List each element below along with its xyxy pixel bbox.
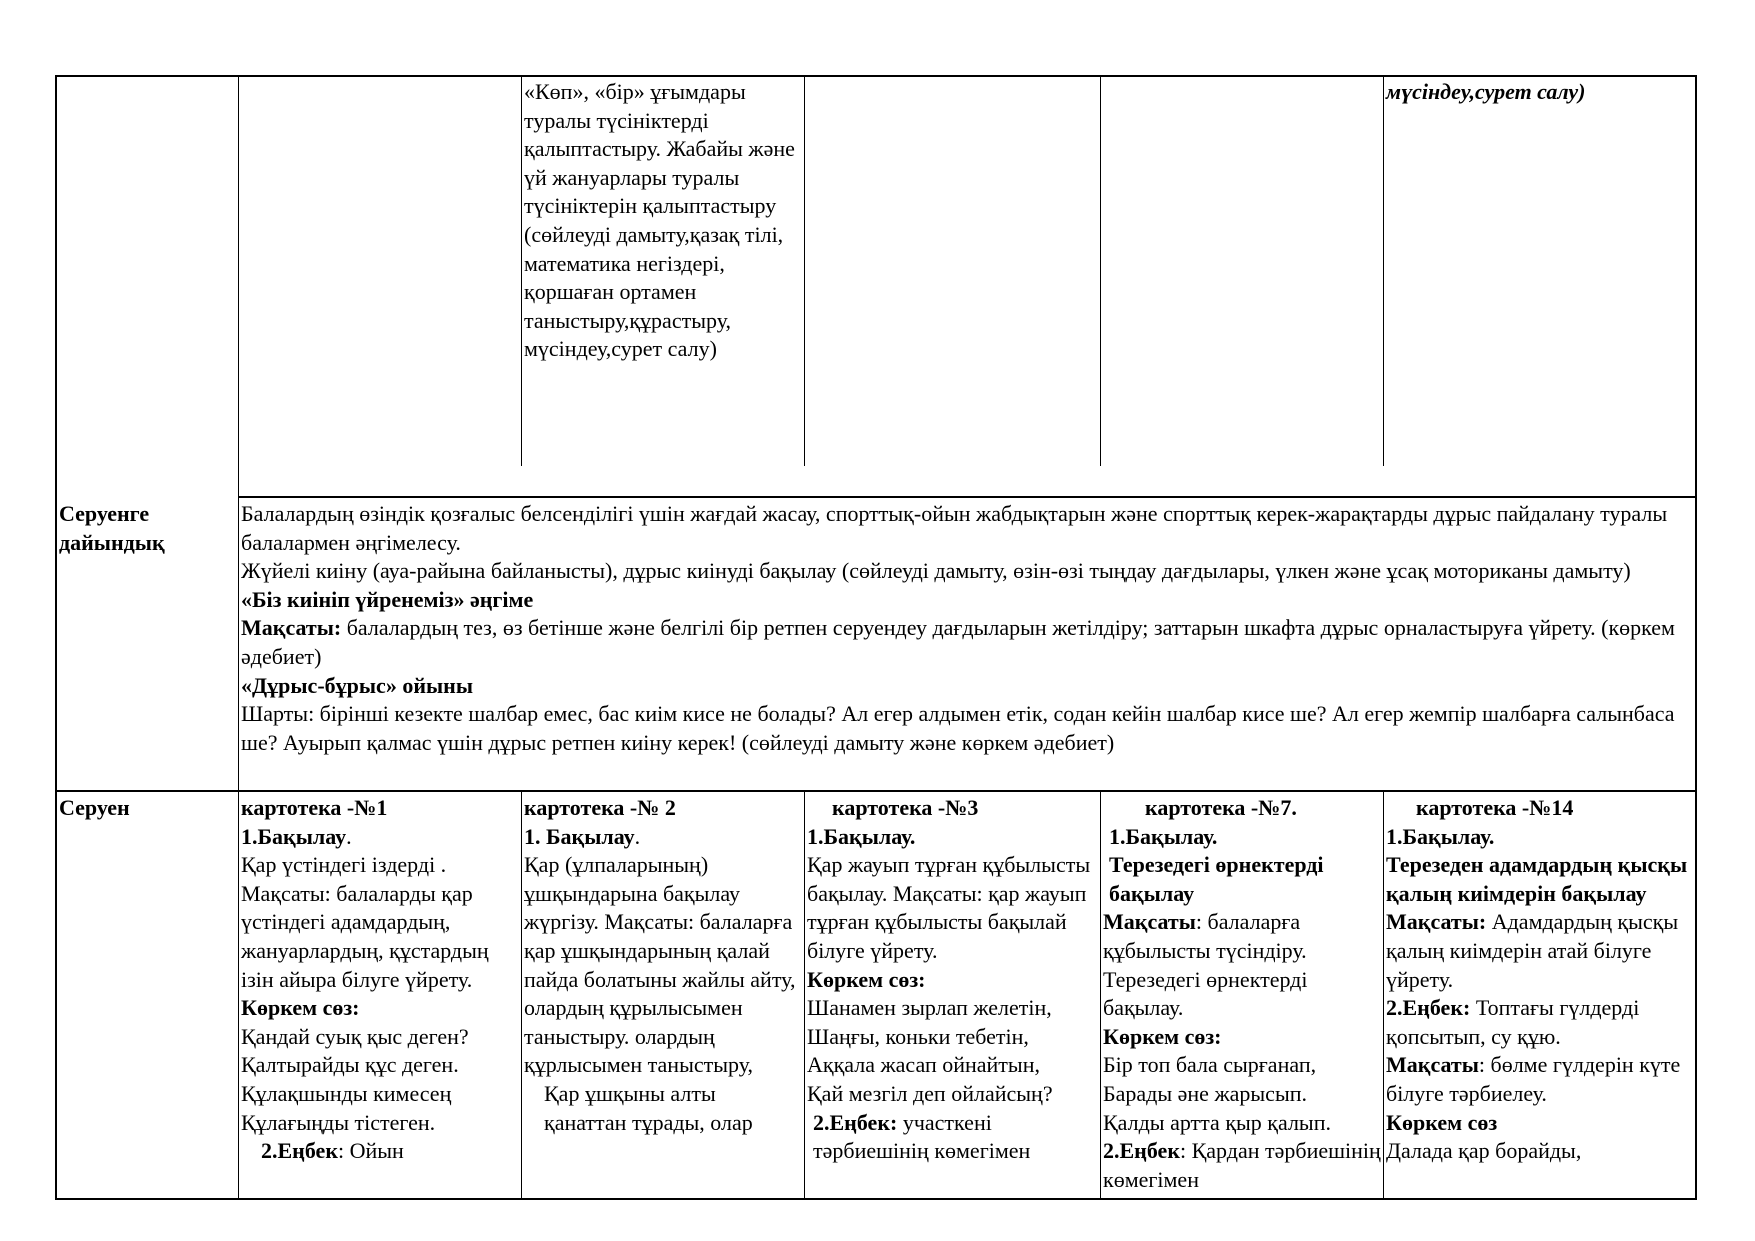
walk-col4-obs-label: 1.Бақылау. xyxy=(1109,823,1218,849)
walk-col4-work-label: 2.Еңбек xyxy=(1103,1138,1180,1164)
walk-col2-title: картотека -№ 2 xyxy=(524,795,676,820)
walk-col3-poem3: Аққала жасап ойнайтын, xyxy=(807,1052,1040,1078)
walk-label-cell xyxy=(57,794,237,823)
walk-col3-poem4: Қай мезгіл деп ойлайсың? xyxy=(807,1080,1053,1106)
walk-col3-title: картотека -№3 xyxy=(832,795,979,820)
walk-col4-goal-label: Мақсаты xyxy=(1103,909,1196,935)
walk-col4-poem2: Барады әне жарысып. xyxy=(1103,1080,1308,1106)
walk-col3-poem1: Шанамен зырлап желетін, xyxy=(807,995,1052,1021)
walk-col3-art-label: Көркем сөз: xyxy=(807,966,926,992)
walk-col5-cell xyxy=(1384,794,1694,1198)
walk-col2-obs-label: 1. Бақылау xyxy=(524,823,635,849)
walk-col4-goal xyxy=(1103,908,1382,1022)
walk-col3-poem2: Шаңғы, коньки тебетін, xyxy=(807,1023,1029,1049)
walk-col5-goal-text: Адамдардың қысқы қалың киімдерін атай білуге үйрету. xyxy=(1386,909,1679,992)
walk-col4-poem3: Қалды артта қыр қалып. xyxy=(1103,1109,1331,1135)
walk-col4-work xyxy=(1103,1137,1382,1194)
walk-prep-goal-text: балалардың тез, өз бетінше және белгілі бір ретпен серуендеу дағдыларын жетілдіру; заттарын шкафта дұрыс орналастыруға үйрету. (көркем әдебиет) xyxy=(241,615,1675,669)
walk-prep-label-cell xyxy=(57,500,237,557)
walk-col5-title: картотека -№14 xyxy=(1416,795,1574,820)
walk-col1-poem1: Қандай суық қыс деген? xyxy=(241,1023,469,1049)
walk-col3-work-text: участкені тәрбиешінің көмегімен xyxy=(813,1109,1031,1164)
walk-label: Серуен xyxy=(59,795,130,820)
top-col6-text: мүсіндеу,сурет салу) xyxy=(1386,79,1586,104)
walk-col5-work-label: 2.Еңбек: xyxy=(1386,995,1471,1021)
walk-col4-cell xyxy=(1101,794,1382,1198)
walk-col5-goal-label: Мақсаты: xyxy=(1386,909,1487,935)
walk-col1-work-label: 2.Еңбек xyxy=(261,1138,338,1164)
table-left-border xyxy=(55,75,57,1200)
walk-prep-game-title: «Дұрыс-бұрыс» ойыны xyxy=(241,672,474,698)
walk-col1-line1: Қар үстіндегі іздерді . xyxy=(241,852,447,878)
walk-col2-last: Қар ұшқыны алты қанаттан тұрады, олар xyxy=(544,1080,753,1135)
walk-prep-goal xyxy=(241,614,1695,671)
walk-col1-art-label: Көркем сөз: xyxy=(241,995,360,1021)
walk-col2-obs-dot: . xyxy=(634,823,641,849)
walk-col5-goal2-label: Мақсаты xyxy=(1386,1052,1479,1078)
col-divider-3-top xyxy=(804,75,805,466)
walk-col4-obs-title: Терезедегі өрнектерді бақылау xyxy=(1109,852,1324,906)
walk-col3-work xyxy=(807,1109,1099,1166)
walk-col1-obs-label: 1.Бақылау xyxy=(241,823,347,849)
walk-col5-goal xyxy=(1386,908,1694,994)
table-right-border xyxy=(1695,75,1697,1200)
walk-col5-poem1: Далада қар борайды, xyxy=(1386,1138,1582,1164)
walk-col2-observation xyxy=(524,823,803,852)
walk-prep-talk-title: «Біз киініп үйренеміз» әңгіме xyxy=(241,586,534,612)
walk-col2-cell xyxy=(522,794,803,1198)
walk-prep-label-line1: Серуенге xyxy=(59,501,150,526)
walk-col1-cell xyxy=(239,794,520,1198)
walk-col1-poem3: Құлақшынды кимесең xyxy=(241,1080,452,1106)
walk-col1-obs-dot: . xyxy=(346,823,352,849)
walk-prep-goal-label: Мақсаты: xyxy=(241,615,342,641)
top-col3-cell xyxy=(522,78,802,364)
walk-prep-label-line2: дайындық xyxy=(59,529,165,555)
table-bottom-border xyxy=(55,1198,1697,1200)
walk-col1-poem2: Қалтырайды құс деген. xyxy=(241,1052,459,1078)
row-divider-walk-prep-top xyxy=(238,496,1697,498)
walk-col5-obs-label: 1.Бақылау. xyxy=(1386,823,1495,849)
walk-col4-goal-text: : балаларға құбылысты түсіндіру. Терезедегі өрнектерді бақылау. xyxy=(1103,909,1308,1021)
walk-col5-obs-title: Терезеден адамдардың қысқы қалың киімдерін бақылау xyxy=(1386,852,1688,906)
walk-col5-goal2 xyxy=(1386,1051,1694,1108)
col-divider-4-top xyxy=(1100,75,1101,466)
top-col3-text: «Көп», «бір» ұғымдары туралы түсініктерді қалыптастыру. Жабайы және үй жануарлары туралы түсініктерін қалыптастыру (сөйлеуді дамыту,қазақ тілі, математика негіздері, қоршаған ортамен таныстыру,құрастыру, мүсіндеу,сурет салу) xyxy=(524,79,795,362)
walk-col4-work-text: : Қардан тәрбиешінің көмегімен xyxy=(1103,1138,1381,1192)
walk-col1-work xyxy=(241,1137,520,1166)
walk-col3-obs-label: 1.Бақылау. xyxy=(807,823,916,849)
walk-prep-content-cell xyxy=(239,500,1695,757)
walk-col1-observation xyxy=(241,823,520,852)
walk-col5-goal2-text: : бөлме гүлдерін күте білуге тәрбиелеу. xyxy=(1386,1052,1681,1106)
walk-col4-title: картотека -№7. xyxy=(1145,795,1297,820)
walk-prep-rules: Шарты: бірінші кезекте шалбар емес, бас киім кисе не болады? Ал егер алдымен етік, содан кейін шалбар кисе ше? Ал егер жемпір шалбарға салынбаса ше? Ауырып қалмас үшін дұрыс ретпен киіну керек! (сөйлеуді дамыту және көркем әдебиет) xyxy=(241,701,1675,755)
col-divider-5-top xyxy=(1383,75,1384,466)
walk-col5-art-label: Көркем сөз xyxy=(1386,1109,1498,1135)
walk-col5-work-text: Топтағы гүлдерді қопсытып, су құю. xyxy=(1386,995,1640,1049)
walk-col3-cell xyxy=(805,794,1099,1198)
table-top-border xyxy=(55,75,1697,77)
walk-col1-title: картотека -№1 xyxy=(241,795,388,820)
walk-col4-poem1: Бір топ бала сырғанап, xyxy=(1103,1052,1317,1078)
walk-col4-art-label: Көркем сөз: xyxy=(1103,1023,1222,1049)
row-divider-walk-top xyxy=(55,790,1697,792)
walk-prep-para1: Балалардың өзіндік қозғалыс белсенділігі үшін жағдай жасау, спорттық-ойын жабдықтарын және спорттық керек-жарақтарды дұрыс пайдалану туралы балалармен әңгімелесу. xyxy=(241,501,1668,555)
walk-prep-para2: Жүйелі киіну (ауа-райына байланысты), дұрыс киінуді бақылау (сөйлеуді дамыту, өзін-өзі тыңдау дағдылары, үлкен және ұсақ моториканы дамыту) xyxy=(241,558,1631,584)
walk-col2-text: Қар (ұлпаларының) ұшқындарына бақылау жүргізу. Мақсаты: балаларға қар ұшқындарының қалай пайда болатыны жайлы айту, олардың құрылысымен таныстыру. олардың құрлысымен таныстыру, xyxy=(524,852,796,1078)
top-col6-cell xyxy=(1384,78,1694,107)
walk-col5-work xyxy=(1386,994,1694,1051)
walk-col1-poem4: Құлағыңды тістеген. xyxy=(241,1109,436,1135)
walk-col3-text: Қар жауып тұрған құбылысты бақылау. Мақсаты: қар жауып тұрған құбылысты бақылай білуге үйрету. xyxy=(807,852,1091,963)
walk-col3-work-label: 2.Еңбек: xyxy=(813,1109,898,1135)
walk-col1-work-text: : Ойын xyxy=(338,1138,404,1164)
walk-col1-line2: Мақсаты: балаларды қар үстіндегі адамдардың, жануарлардың, құстардың ізін айыра білуге үйрету. xyxy=(241,880,489,992)
